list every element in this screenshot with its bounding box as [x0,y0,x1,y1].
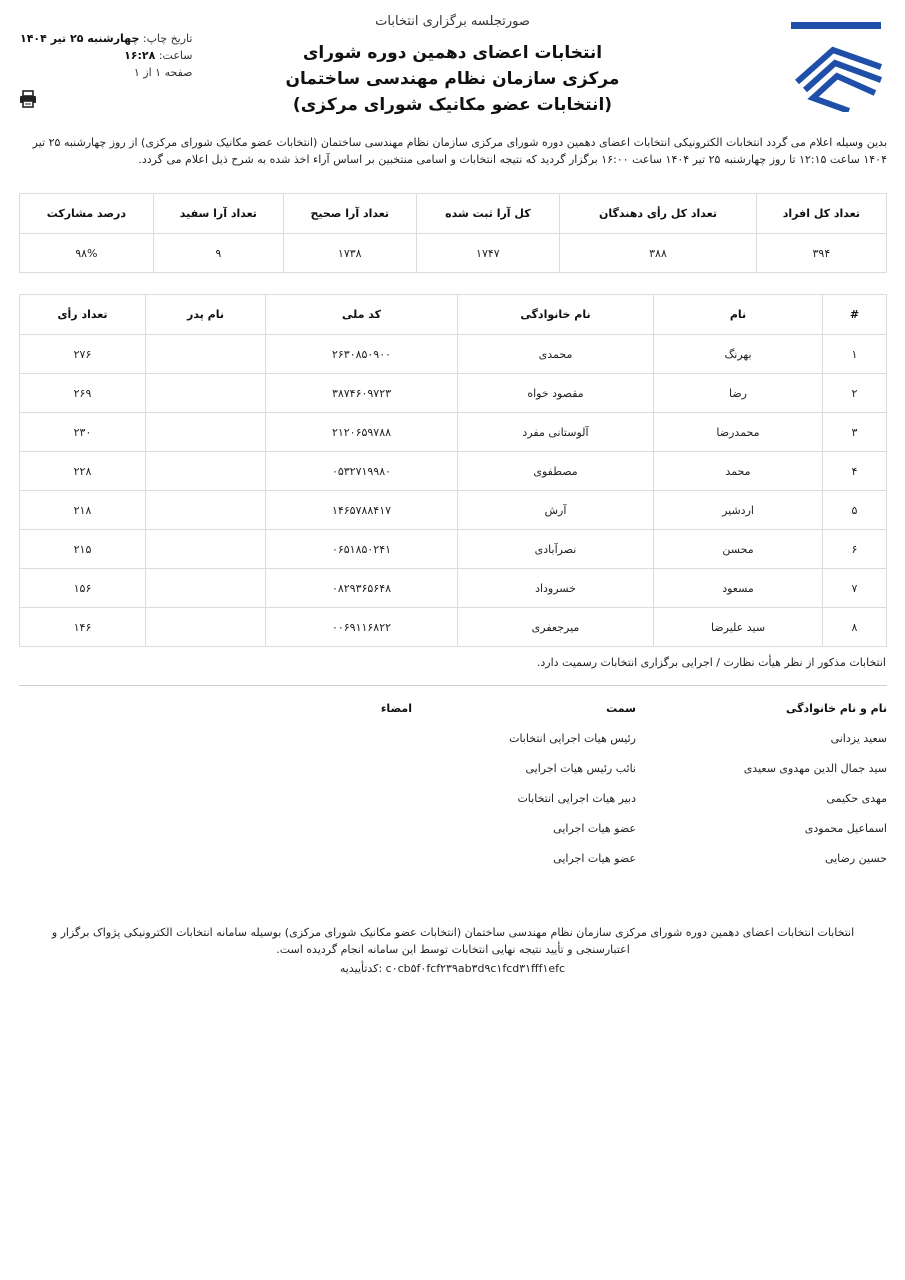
results-cell-national-id: ۰۵۳۲۷۱۹۹۸۰ [266,452,458,491]
signer-name: سید جمال الدین مهدوی سعیدی [743,762,887,775]
signers-header-name: نام و نام خانوادگی [786,702,887,715]
results-cell-index: ۶ [823,530,887,569]
results-cell-father-name [146,569,266,608]
results-cell-last-name: خسروداد [458,569,654,608]
summary-header-participation: درصد مشارکت [20,194,154,234]
results-header-row [20,295,887,335]
results-cell-father-name [146,491,266,530]
results-cell-last-name: میرجعفری [458,608,654,647]
signer-role: عضو هیات اجرایی [553,852,636,865]
results-header-father-name: نام پدر [146,295,266,335]
results-cell-index: ۱ [823,335,887,374]
table-row [20,569,887,608]
results-cell-index: ۷ [823,569,887,608]
signer-role: رئیس هیات اجرایی انتخابات [509,732,636,745]
results-cell-vote-count: ۲۳۰ [20,413,146,452]
results-cell-vote-count: ۲۱۵ [20,530,146,569]
results-cell-last-name: مقصود خواه [458,374,654,413]
results-cell-index: ۸ [823,608,887,647]
results-cell-national-id: ۱۴۶۵۷۸۸۴۱۷ [266,491,458,530]
election-title-line-2: مرکزی سازمان نظام مهندسی ساختمان [285,69,620,89]
results-header-vote-count: تعداد رأی [20,295,146,335]
table-row [20,608,887,647]
summary-value-participation: ۹۸% [20,234,154,273]
signer-row [19,790,887,820]
signer-role: دبیر هیات اجرایی انتخابات [517,792,636,805]
results-cell-father-name [146,452,266,491]
table-row [20,491,887,530]
results-cell-father-name [146,530,266,569]
summary-value-blank-votes: ۹ [153,234,283,273]
table-row [20,413,887,452]
results-table [19,294,887,647]
signer-name: مهدی حکیمی [826,792,887,805]
print-time-label: ساعت: [158,49,193,62]
results-cell-first-name: محمد [654,452,823,491]
results-cell-last-name: محمدی [458,335,654,374]
results-cell-first-name: بهرنگ [654,335,823,374]
election-title-line-1: انتخابات اعضای دهمین دوره شورای [302,43,603,63]
results-cell-vote-count: ۱۵۶ [20,569,146,608]
election-title [190,40,715,118]
summary-value-total-votes: ۱۷۴۷ [416,234,560,273]
printer-icon[interactable] [18,90,38,108]
table-row [20,452,887,491]
results-cell-vote-count: ۲۶۹ [20,374,146,413]
results-cell-national-id: ۲۶۳۰۸۵۰۹۰۰ [266,335,458,374]
signer-row [19,820,887,850]
signer-row [19,730,887,760]
organization-logo-icon [791,20,883,112]
summary-header-total-members: تعداد کل افراد [756,194,886,234]
results-cell-index: ۵ [823,491,887,530]
intro-paragraph: بدین وسیله اعلام می گردد انتخابات الکترونیکی انتخابات اعضای دهمین دوره شورای مرکزی سازمان نظام مهندسی ساختمان (انتخابات عضو مکانیک شورای مرکزی) از روز چهارشنبه ۲۵ تیر ۱۴۰۴ ساعت ۱۲:۱۵ تا روز چهارشنبه ۲۵ تیر ۱۴۰۴ ساعت ۱۶:۰۰ برگزار گردید که نتیجه انتخابات و اسامی منتخبین بر اساس آراء اخذ شده به شرح ذیل اعلام می گردد. [32,136,887,166]
results-cell-last-name: آلوستانی مفرد [458,413,654,452]
results-cell-last-name: آرش [458,491,654,530]
footer-text: انتخابات انتخابات اعضای دهمین دوره شورای مرکزی سازمان نظام مهندسی ساختمان (انتخابات عضو مکانیک شورای مرکزی) بوسیله سامانه انتخابات الکترونیکی پژواک برگزار و اعتبارسنجی و تأیید نتیجه نهایی انتخابات توسط این سامانه انجام گردیده است. [51,926,855,956]
divider [19,685,887,686]
table-row [20,374,887,413]
results-cell-father-name [146,335,266,374]
validity-note: انتخابات مذکور از نظر هیأت نظارت / اجرایی برگزاری انتخابات رسمیت دارد. [536,656,886,669]
results-cell-national-id: ۰۰۶۹۱۱۶۸۲۲ [266,608,458,647]
results-cell-first-name: رضا [654,374,823,413]
summary-header-valid-votes: تعداد آرا صحیح [283,194,416,234]
summary-header-total-votes: کل آرا ثبت شده [416,194,560,234]
signers-header-row [19,700,887,730]
results-cell-vote-count: ۲۱۸ [20,491,146,530]
signer-role: نائب رئیس هیات اجرایی [525,762,636,775]
print-date-value: چهارشنبه ۲۵ تیر ۱۴۰۴ [20,32,140,45]
confirmation-code [0,962,905,975]
results-cell-vote-count: ۲۷۶ [20,335,146,374]
results-cell-father-name [146,413,266,452]
results-cell-last-name: مصطفوی [458,452,654,491]
results-cell-father-name [146,374,266,413]
signer-role: عضو هیات اجرایی [553,822,636,835]
signers-list [19,700,887,880]
document-caption: صورتجلسه برگزاری انتخابات [375,14,530,29]
results-cell-vote-count: ۲۲۸ [20,452,146,491]
signers-header-role: سمت [606,702,636,715]
results-cell-national-id: ۰۸۲۹۳۶۵۶۴۸ [266,569,458,608]
results-cell-index: ۳ [823,413,887,452]
results-cell-first-name: اردشیر [654,491,823,530]
results-cell-index: ۴ [823,452,887,491]
print-date [20,30,192,47]
results-cell-national-id: ۰۶۵۱۸۵۰۲۴۱ [266,530,458,569]
signers-header-signature: امضاء [380,702,412,715]
results-cell-father-name [146,608,266,647]
election-title-line-3: (انتخابات عضو مکانیک شورای مرکزی) [292,95,613,115]
results-cell-last-name: نصرآبادی [458,530,654,569]
summary-value-total-voters: ۳۸۸ [560,234,757,273]
print-date-label: تاریخ چاپ: [142,32,193,45]
print-info [20,30,192,81]
summary-header-total-voters: تعداد کل رأی دهندگان [560,194,757,234]
summary-value-row [20,234,887,273]
results-cell-first-name: محمدرضا [654,413,823,452]
signer-name: سعید یزدانی [830,732,887,745]
print-time-value: ۱۶:۲۸ [124,49,156,62]
table-row [20,530,887,569]
summary-header-row [20,194,887,234]
results-header-first-name: نام [654,295,823,335]
summary-value-total-members: ۳۹۴ [756,234,886,273]
confirmation-code-label: کدتأییدیه: [339,962,383,975]
signer-row [19,760,887,790]
results-cell-national-id: ۳۸۷۴۶۰۹۷۲۳ [266,374,458,413]
table-row [20,335,887,374]
print-time [20,47,192,64]
results-header-last-name: نام خانوادگی [458,295,654,335]
results-cell-first-name: محسن [654,530,823,569]
signer-name: اسماعیل محمودی [804,822,887,835]
page-number: صفحه ۱ از ۱ [133,66,193,79]
summary-value-valid-votes: ۱۷۳۸ [283,234,416,273]
results-cell-first-name: سید علیرضا [654,608,823,647]
results-cell-vote-count: ۱۴۶ [20,608,146,647]
confirmation-code-value: c۰cb۵f۰fcf۲۳۹ab۳d۹c۱fcd۳۱fff۱efc [385,962,566,975]
signer-name: حسین رضایی [824,852,887,865]
results-cell-first-name: مسعود [654,569,823,608]
results-header-national-id: کد ملی [266,295,458,335]
results-cell-national-id: ۲۱۲۰۶۵۹۷۸۸ [266,413,458,452]
summary-header-blank-votes: تعداد آرا سفید [153,194,283,234]
results-cell-index: ۲ [823,374,887,413]
summary-table [19,193,887,273]
signer-row [19,850,887,880]
results-header-index: # [823,295,887,335]
